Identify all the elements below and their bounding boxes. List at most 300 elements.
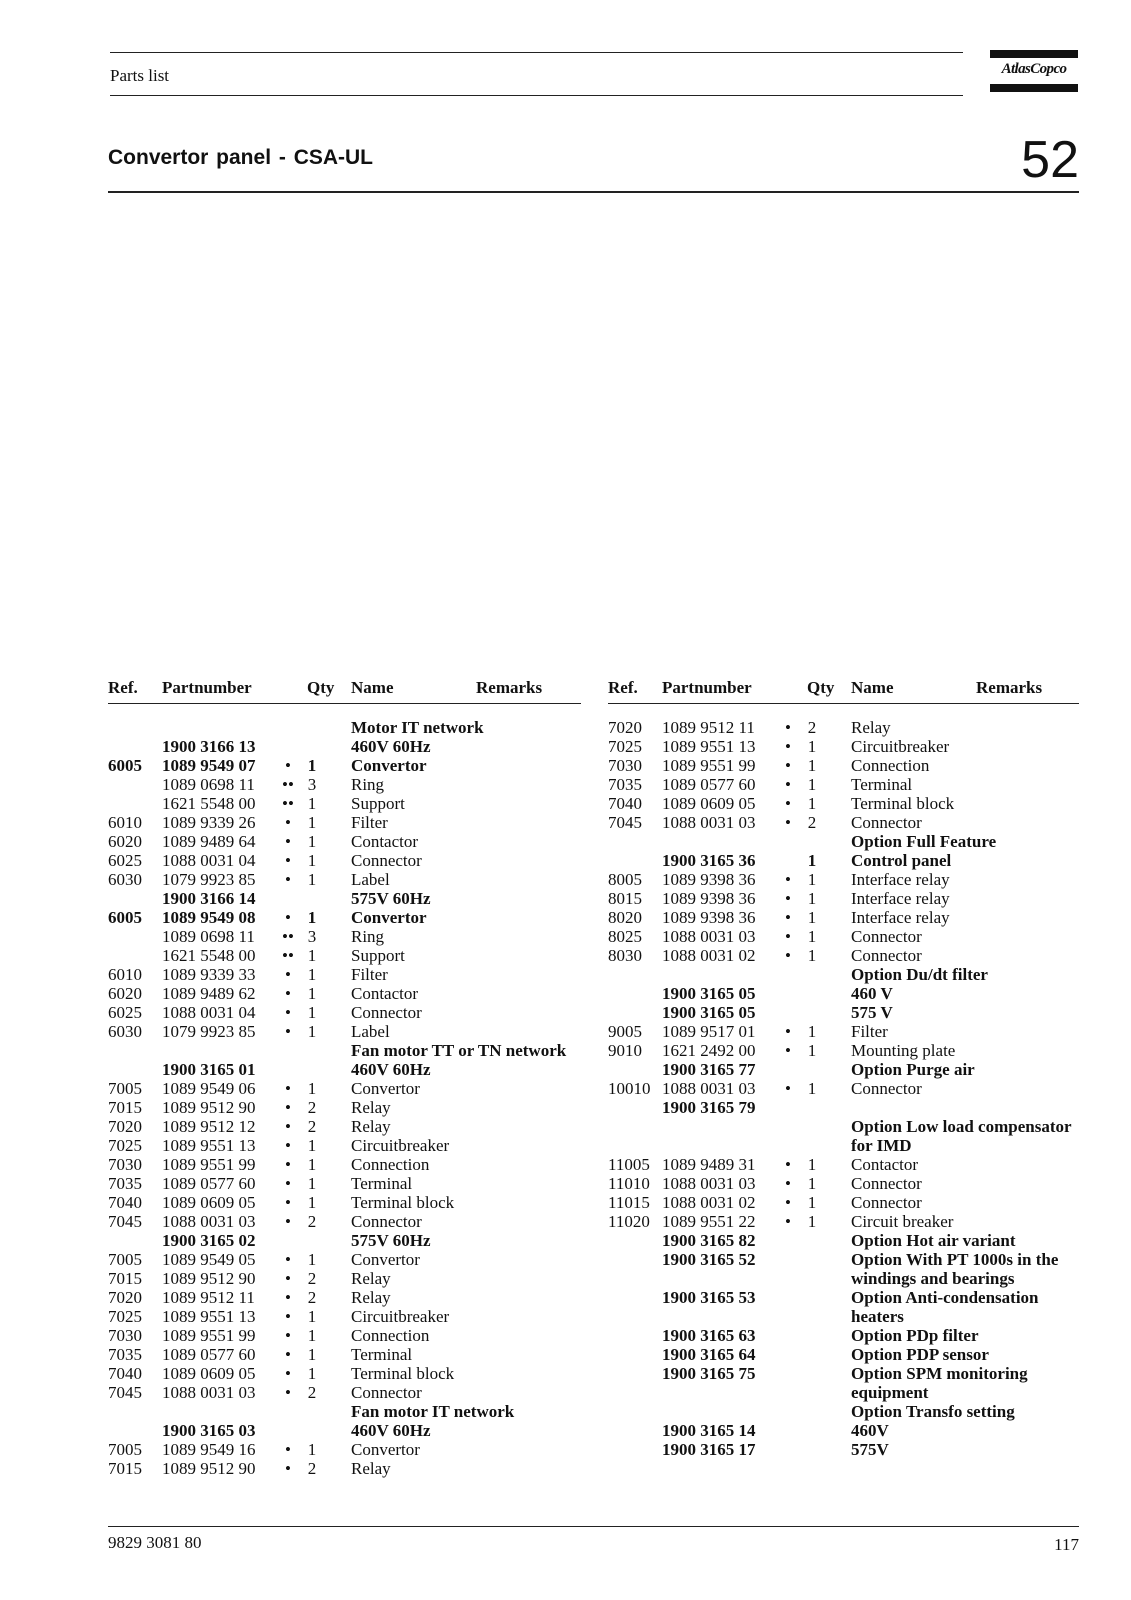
row-partnumber: 1089 9489 64 — [162, 832, 256, 851]
row-partnumber: 1900 3165 75 — [662, 1364, 756, 1383]
row-ref: 6020 — [108, 832, 142, 851]
row-partnumber: 1089 0577 60 — [162, 1345, 256, 1364]
row-name: Option PDP sensor — [851, 1345, 989, 1364]
row-level-dots: • — [785, 908, 791, 927]
row-partnumber: 1900 3165 52 — [662, 1250, 756, 1269]
row-level-dots: • — [285, 1155, 291, 1174]
row-partnumber: 1089 9398 36 — [662, 870, 756, 889]
row-name: Circuitbreaker — [351, 1307, 450, 1326]
row-level-dots: • — [285, 1288, 291, 1307]
row-partnumber: 1088 0031 02 — [662, 946, 756, 965]
row-name: Connection — [351, 1326, 430, 1345]
row-level-dots: • — [285, 832, 291, 851]
row-partnumber: 1089 9398 36 — [662, 889, 756, 908]
row-ref: 6005 — [108, 756, 142, 775]
row-name: Option Purge air — [851, 1060, 975, 1079]
row-partnumber: 1089 9512 12 — [162, 1117, 256, 1136]
row-qty: 3 — [307, 775, 317, 794]
row-partnumber: 1089 9489 62 — [162, 984, 256, 1003]
row-qty: 1 — [807, 794, 817, 813]
row-name: Relay — [351, 1098, 391, 1117]
row-level-dots: • — [285, 1459, 291, 1478]
row-name: equipment — [851, 1383, 929, 1402]
row-name: Fan motor IT network — [351, 1402, 515, 1421]
row-partnumber: 1079 9923 85 — [162, 870, 256, 889]
header-label: Parts list — [110, 66, 170, 85]
row-qty: 1 — [307, 984, 317, 1003]
row-name: windings and bearings — [851, 1269, 1015, 1288]
row-name: Convertor — [351, 756, 427, 775]
column-header-qty: Qty — [307, 678, 335, 697]
row-ref: 11005 — [608, 1155, 650, 1174]
row-name: Connector — [851, 813, 922, 832]
row-qty: 1 — [807, 851, 817, 870]
row-partnumber: 1621 5548 00 — [162, 946, 256, 965]
row-partnumber: 1900 3165 36 — [662, 851, 756, 870]
row-level-dots: • — [285, 1193, 291, 1212]
row-partnumber: 1089 9551 13 — [662, 737, 756, 756]
row-qty: 1 — [307, 1326, 317, 1345]
row-name: Circuitbreaker — [351, 1136, 450, 1155]
row-partnumber: 1088 0031 03 — [662, 927, 756, 946]
row-name: Convertor — [351, 1250, 420, 1269]
row-name: Option Low load compensator — [851, 1117, 1072, 1136]
row-name: Option Full Feature — [851, 832, 997, 851]
row-level-dots: • — [785, 1022, 791, 1041]
row-qty: 2 — [307, 1288, 317, 1307]
row-qty: 1 — [307, 756, 317, 775]
column-header-rule — [608, 703, 1079, 704]
row-level-dots: • — [285, 1440, 291, 1459]
row-level-dots: • — [285, 1212, 291, 1231]
row-qty: 1 — [807, 927, 817, 946]
row-partnumber: 1089 9551 99 — [662, 756, 756, 775]
row-partnumber: 1089 0577 60 — [662, 775, 756, 794]
row-partnumber: 1089 9489 31 — [662, 1155, 756, 1174]
row-name: Option PDp filter — [851, 1326, 979, 1345]
row-partnumber: 1089 9512 90 — [162, 1098, 256, 1117]
row-name: Terminal block — [351, 1193, 455, 1212]
row-partnumber: 1089 9551 99 — [162, 1326, 256, 1345]
row-ref: 7035 — [608, 775, 642, 794]
row-partnumber: 1900 3165 14 — [662, 1421, 756, 1440]
row-name: Filter — [351, 813, 388, 832]
row-qty: 2 — [307, 1383, 317, 1402]
row-ref: 7020 — [608, 718, 642, 737]
row-ref: 8020 — [608, 908, 642, 927]
row-name: Control panel — [851, 851, 952, 870]
row-partnumber: 1089 9512 90 — [162, 1269, 256, 1288]
row-partnumber: 1089 9339 33 — [162, 965, 256, 984]
row-ref: 11015 — [608, 1193, 650, 1212]
row-partnumber: 1089 9339 26 — [162, 813, 256, 832]
row-ref: 8030 — [608, 946, 642, 965]
row-ref: 7045 — [108, 1212, 142, 1231]
row-qty: 1 — [307, 1364, 317, 1383]
row-level-dots: • — [785, 889, 791, 908]
row-name: 460V 60Hz — [351, 1421, 431, 1440]
row-level-dots: • — [785, 1041, 791, 1060]
row-partnumber: 1088 0031 04 — [162, 1003, 256, 1022]
row-qty: 1 — [307, 908, 317, 927]
row-qty: 1 — [807, 1079, 817, 1098]
row-qty: 2 — [307, 1269, 317, 1288]
row-qty: 1 — [307, 965, 317, 984]
row-name: Fan motor TT or TN network — [351, 1041, 567, 1060]
row-ref: 6025 — [108, 1003, 142, 1022]
row-partnumber: 1088 0031 03 — [662, 1174, 756, 1193]
row-partnumber: 1089 9549 07 — [162, 756, 256, 775]
row-partnumber: 1900 3166 14 — [162, 889, 256, 908]
row-qty: 1 — [807, 756, 817, 775]
row-name: Option With PT 1000s in the — [851, 1250, 1059, 1269]
row-name: Connector — [851, 1079, 922, 1098]
row-qty: 3 — [307, 927, 317, 946]
row-ref: 7005 — [108, 1250, 142, 1269]
row-name: Option Hot air variant — [851, 1231, 1016, 1250]
row-partnumber: 1900 3165 17 — [662, 1440, 756, 1459]
row-partnumber: 1900 3165 03 — [162, 1421, 256, 1440]
row-ref: 7045 — [608, 813, 642, 832]
row-qty: 1 — [307, 813, 317, 832]
row-name: Circuit breaker — [851, 1212, 954, 1231]
row-level-dots: •• — [282, 775, 294, 794]
row-partnumber: 1088 0031 03 — [162, 1212, 256, 1231]
row-name: 460 V — [851, 984, 893, 1003]
row-name: Connector — [351, 1003, 422, 1022]
row-name: 460V 60Hz — [351, 737, 431, 756]
row-name: Option Transfo setting — [851, 1402, 1015, 1421]
row-partnumber: 1088 0031 04 — [162, 851, 256, 870]
row-name: Relay — [351, 1288, 391, 1307]
row-name: heaters — [851, 1307, 904, 1326]
row-partnumber: 1621 2492 00 — [662, 1041, 756, 1060]
row-qty: 1 — [307, 832, 317, 851]
row-qty: 1 — [307, 870, 317, 889]
row-partnumber: 1900 3165 01 — [162, 1060, 256, 1079]
row-ref: 7025 — [608, 737, 642, 756]
row-qty: 1 — [807, 1212, 817, 1231]
row-ref: 7030 — [108, 1326, 142, 1345]
row-qty: 1 — [307, 1136, 317, 1155]
row-partnumber: 1089 9512 11 — [662, 718, 755, 737]
row-partnumber: 1900 3166 13 — [162, 737, 256, 756]
row-qty: 1 — [307, 1174, 317, 1193]
row-partnumber: 1088 0031 03 — [162, 1383, 256, 1402]
row-name: Connector — [851, 1174, 922, 1193]
row-name: Interface relay — [851, 889, 950, 908]
row-level-dots: • — [785, 813, 791, 832]
row-name: 460V 60Hz — [351, 1060, 431, 1079]
row-ref: 7015 — [108, 1269, 142, 1288]
row-level-dots: • — [285, 1098, 291, 1117]
row-ref: 6020 — [108, 984, 142, 1003]
row-name: Option Anti-condensation — [851, 1288, 1039, 1307]
row-name: Contactor — [351, 832, 419, 851]
row-level-dots: • — [285, 1269, 291, 1288]
row-name: Circuitbreaker — [851, 737, 950, 756]
row-level-dots: • — [285, 1326, 291, 1345]
row-level-dots: • — [285, 870, 291, 889]
row-qty: 1 — [807, 1022, 817, 1041]
row-ref: 7035 — [108, 1345, 142, 1364]
row-ref: 7040 — [108, 1193, 142, 1212]
row-ref: 7025 — [108, 1307, 142, 1326]
row-partnumber: 1089 0698 11 — [162, 775, 255, 794]
row-partnumber: 1900 3165 64 — [662, 1345, 756, 1364]
row-level-dots: • — [285, 1250, 291, 1269]
row-ref: 6005 — [108, 908, 142, 927]
row-partnumber: 1089 9512 11 — [162, 1288, 255, 1307]
row-name: Terminal — [851, 775, 913, 794]
column-header-rule — [108, 703, 581, 704]
row-ref: 8005 — [608, 870, 642, 889]
column-header-ref: Ref. — [108, 678, 138, 697]
row-name: Contactor — [351, 984, 419, 1003]
row-level-dots: • — [285, 965, 291, 984]
atlas-copco-logo — [990, 50, 1078, 94]
row-qty: 1 — [307, 1440, 317, 1459]
row-qty: 1 — [307, 1022, 317, 1041]
row-qty: 1 — [307, 1307, 317, 1326]
row-ref: 6030 — [108, 1022, 142, 1041]
row-partnumber: 1089 9517 01 — [662, 1022, 756, 1041]
row-level-dots: • — [785, 756, 791, 775]
row-name: Connector — [351, 1212, 422, 1231]
row-name: 460V — [851, 1421, 889, 1440]
row-level-dots: • — [285, 1383, 291, 1402]
row-qty: 1 — [307, 1345, 317, 1364]
row-qty: 1 — [807, 946, 817, 965]
column-header-qty: Qty — [807, 678, 835, 697]
row-partnumber: 1088 0031 02 — [662, 1193, 756, 1212]
footer-rule — [108, 1526, 1079, 1527]
row-ref: 7040 — [608, 794, 642, 813]
row-level-dots: • — [785, 870, 791, 889]
row-name: Filter — [851, 1022, 888, 1041]
row-name: Relay — [851, 718, 891, 737]
row-level-dots: • — [285, 756, 291, 775]
row-name: Ring — [351, 927, 385, 946]
row-level-dots: • — [785, 1155, 791, 1174]
section-number: 52 — [1021, 131, 1079, 189]
row-qty: 2 — [807, 813, 817, 832]
row-ref: 7015 — [108, 1459, 142, 1478]
row-partnumber: 1089 9398 36 — [662, 908, 756, 927]
row-ref: 7020 — [108, 1117, 142, 1136]
row-name: Option SPM monitoring — [851, 1364, 1028, 1383]
row-qty: 1 — [807, 1155, 817, 1174]
row-partnumber: 1079 9923 85 — [162, 1022, 256, 1041]
row-name: Filter — [351, 965, 388, 984]
row-name: Ring — [351, 775, 385, 794]
row-level-dots: • — [785, 1193, 791, 1212]
row-name: Convertor — [351, 1440, 420, 1459]
row-level-dots: • — [285, 1345, 291, 1364]
logo-text: AtlasCopco — [1001, 61, 1067, 77]
row-partnumber: 1089 9551 13 — [162, 1136, 256, 1155]
row-level-dots: • — [785, 1212, 791, 1231]
column-header-remarks: Remarks — [976, 678, 1043, 697]
row-ref: 10010 — [608, 1079, 651, 1098]
row-qty: 1 — [807, 775, 817, 794]
row-qty: 2 — [307, 1459, 317, 1478]
row-name: Mounting plate — [851, 1041, 956, 1060]
row-partnumber: 1900 3165 02 — [162, 1231, 256, 1250]
row-name: Relay — [351, 1459, 391, 1478]
column-header-partnumber: Partnumber — [662, 678, 752, 697]
row-qty: 2 — [307, 1212, 317, 1231]
row-partnumber: 1089 0698 11 — [162, 927, 255, 946]
row-qty: 2 — [307, 1098, 317, 1117]
row-qty: 2 — [307, 1117, 317, 1136]
row-level-dots: •• — [282, 794, 294, 813]
row-qty: 1 — [807, 908, 817, 927]
row-ref: 6010 — [108, 813, 142, 832]
row-qty: 1 — [307, 1003, 317, 1022]
row-ref: 7005 — [108, 1440, 142, 1459]
row-level-dots: • — [785, 718, 791, 737]
row-qty: 1 — [807, 1041, 817, 1060]
row-partnumber: 1088 0031 03 — [662, 1079, 756, 1098]
row-name: Motor IT network — [351, 718, 484, 737]
row-qty: 1 — [307, 1079, 317, 1098]
row-ref: 9010 — [608, 1041, 642, 1060]
row-name: 575V 60Hz — [351, 1231, 431, 1250]
row-level-dots: •• — [282, 927, 294, 946]
row-partnumber: 1900 3165 05 — [662, 984, 756, 1003]
row-name: Support — [351, 794, 405, 813]
row-name: Connection — [351, 1155, 430, 1174]
page-title: Convertor panel - CSA-UL — [108, 146, 374, 169]
row-name: Terminal block — [351, 1364, 455, 1383]
row-level-dots: • — [785, 946, 791, 965]
row-partnumber: 1089 0609 05 — [162, 1364, 256, 1383]
row-ref: 8015 — [608, 889, 642, 908]
row-name: Connector — [351, 1383, 422, 1402]
row-ref: 7005 — [108, 1079, 142, 1098]
row-name: Interface relay — [851, 870, 950, 889]
row-ref: 11010 — [608, 1174, 650, 1193]
row-qty: 1 — [807, 1174, 817, 1193]
row-partnumber: 1089 9549 08 — [162, 908, 256, 927]
row-partnumber: 1089 0609 05 — [662, 794, 756, 813]
row-partnumber: 1900 3165 79 — [662, 1098, 756, 1117]
row-partnumber: 1089 9549 06 — [162, 1079, 256, 1098]
row-ref: 8025 — [608, 927, 642, 946]
row-level-dots: • — [785, 1174, 791, 1193]
row-level-dots: • — [285, 1364, 291, 1383]
column-header-partnumber: Partnumber — [162, 678, 252, 697]
row-ref: 11020 — [608, 1212, 650, 1231]
header-bottom-rule — [110, 95, 963, 96]
row-level-dots: • — [285, 1079, 291, 1098]
document-number: 9829 3081 80 — [108, 1533, 202, 1552]
row-qty: 1 — [807, 870, 817, 889]
row-level-dots: • — [285, 813, 291, 832]
row-name: for IMD — [851, 1136, 912, 1155]
row-partnumber: 1900 3165 82 — [662, 1231, 756, 1250]
row-qty: 1 — [307, 1250, 317, 1269]
row-level-dots: • — [285, 984, 291, 1003]
row-name: Terminal block — [851, 794, 955, 813]
row-name: Relay — [351, 1117, 391, 1136]
row-partnumber: 1621 5548 00 — [162, 794, 256, 813]
row-name: Connector — [851, 1193, 922, 1212]
row-level-dots: • — [785, 927, 791, 946]
row-level-dots: • — [285, 908, 291, 927]
title-rule — [108, 191, 1079, 193]
row-partnumber: 1089 9549 05 — [162, 1250, 256, 1269]
row-name: Convertor — [351, 1079, 420, 1098]
row-name: Terminal — [351, 1345, 413, 1364]
row-name: Connector — [851, 927, 922, 946]
row-name: Convertor — [351, 908, 427, 927]
row-partnumber: 1900 3165 63 — [662, 1326, 756, 1345]
row-ref: 6025 — [108, 851, 142, 870]
row-qty: 1 — [307, 851, 317, 870]
row-partnumber: 1089 0577 60 — [162, 1174, 256, 1193]
row-level-dots: • — [285, 851, 291, 870]
header-top-rule — [110, 52, 963, 53]
row-name: Support — [351, 946, 405, 965]
row-name: Connection — [851, 756, 930, 775]
row-ref: 7020 — [108, 1288, 142, 1307]
row-ref: 7015 — [108, 1098, 142, 1117]
row-name: Terminal — [351, 1174, 413, 1193]
row-ref: 7045 — [108, 1383, 142, 1402]
row-partnumber: 1089 9551 22 — [662, 1212, 756, 1231]
row-level-dots: • — [785, 1079, 791, 1098]
row-partnumber: 1088 0031 03 — [662, 813, 756, 832]
row-name: 575V — [851, 1440, 889, 1459]
row-ref: 7035 — [108, 1174, 142, 1193]
row-partnumber: 1089 0609 05 — [162, 1193, 256, 1212]
row-qty: 1 — [807, 737, 817, 756]
row-level-dots: • — [285, 1307, 291, 1326]
row-level-dots: •• — [282, 946, 294, 965]
row-ref: 7030 — [608, 756, 642, 775]
row-qty: 1 — [807, 1193, 817, 1212]
row-qty: 1 — [307, 794, 317, 813]
row-level-dots: • — [285, 1136, 291, 1155]
row-level-dots: • — [285, 1117, 291, 1136]
row-name: Contactor — [851, 1155, 919, 1174]
row-name: Interface relay — [851, 908, 950, 927]
row-ref: 7030 — [108, 1155, 142, 1174]
row-ref: 9005 — [608, 1022, 642, 1041]
column-header-name: Name — [351, 678, 394, 697]
row-ref: 6010 — [108, 965, 142, 984]
row-name: 575 V — [851, 1003, 893, 1022]
row-name: Label — [351, 870, 390, 889]
row-partnumber: 1900 3165 53 — [662, 1288, 756, 1307]
column-header-name: Name — [851, 678, 894, 697]
row-partnumber: 1089 9551 99 — [162, 1155, 256, 1174]
row-level-dots: • — [285, 1022, 291, 1041]
row-level-dots: • — [285, 1174, 291, 1193]
row-level-dots: • — [785, 775, 791, 794]
row-name: Label — [351, 1022, 390, 1041]
row-partnumber: 1900 3165 05 — [662, 1003, 756, 1022]
row-qty: 1 — [807, 889, 817, 908]
column-header-remarks: Remarks — [476, 678, 543, 697]
row-partnumber: 1089 9549 16 — [162, 1440, 256, 1459]
row-ref: 6030 — [108, 870, 142, 889]
row-qty: 2 — [807, 718, 817, 737]
row-level-dots: • — [785, 737, 791, 756]
row-qty: 1 — [307, 1155, 317, 1174]
